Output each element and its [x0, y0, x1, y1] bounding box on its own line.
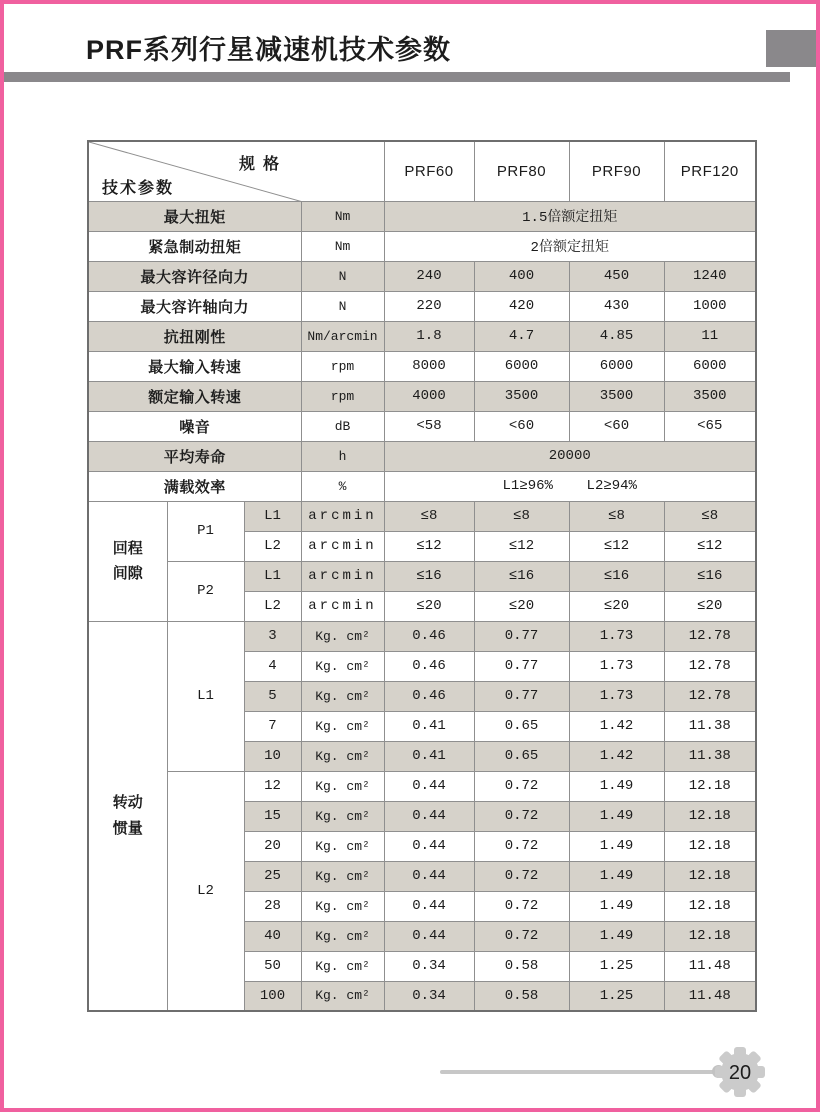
value-cell: ≤20 [384, 591, 474, 621]
value-cell: 0.46 [384, 681, 474, 711]
value-cell: 11.38 [664, 741, 756, 771]
unit-cell: N [301, 261, 384, 291]
value-cell: 0.77 [474, 681, 569, 711]
value-cell: 420 [474, 291, 569, 321]
header-corner-block [766, 30, 816, 67]
stage-level-cell: L1 [244, 561, 301, 591]
ratio-cell: 25 [244, 861, 301, 891]
value-cell: 450 [569, 261, 664, 291]
value-cell: 12.78 [664, 621, 756, 651]
value-cell: 1.42 [569, 711, 664, 741]
table-row [88, 231, 756, 261]
unit-cell: Kg. cm² [301, 651, 384, 681]
value-cell: 0.41 [384, 711, 474, 741]
value-cell: ≤8 [384, 501, 474, 531]
param-label: 满载效率 [88, 471, 301, 501]
unit-cell: dB [301, 411, 384, 441]
value-cell: 12.18 [664, 891, 756, 921]
value-cell: 12.78 [664, 651, 756, 681]
table-row [88, 561, 756, 591]
value-cell: 11.38 [664, 711, 756, 741]
unit-cell: arcmin [301, 591, 384, 621]
value-cell: 1000 [664, 291, 756, 321]
value-cell: 3500 [664, 381, 756, 411]
group-label-line: 间隙 [112, 565, 143, 582]
value-cell: 12.18 [664, 771, 756, 801]
backlash-group-label [88, 501, 167, 621]
precision-class-cell: P2 [167, 561, 244, 621]
value-cell: 240 [384, 261, 474, 291]
value-cell: 0.72 [474, 831, 569, 861]
value-cell: 1.73 [569, 681, 664, 711]
table-row [88, 381, 756, 411]
unit-cell: Kg. cm² [301, 951, 384, 981]
param-label: 最大输入转速 [88, 351, 301, 381]
param-label: 最大扭矩 [88, 201, 301, 231]
unit-cell: rpm [301, 351, 384, 381]
column-header-prf90: PRF90 [569, 141, 664, 201]
ratio-cell: 4 [244, 651, 301, 681]
value-cell: 1.8 [384, 321, 474, 351]
param-label: 最大容许径向力 [88, 261, 301, 291]
value-cell: 1.25 [569, 981, 664, 1011]
value-cell: 12.78 [664, 681, 756, 711]
value-cell: 12.18 [664, 861, 756, 891]
group-label-line: 惯量 [112, 819, 143, 837]
value-cell: ≤8 [664, 501, 756, 531]
value-cell: <58 [384, 411, 474, 441]
value-cell: 6000 [474, 351, 569, 381]
column-header-prf120: PRF120 [664, 141, 756, 201]
value-cell: 1.73 [569, 651, 664, 681]
value-cell: 0.65 [474, 741, 569, 771]
value-cell: 1240 [664, 261, 756, 291]
value-cell: L1≥96% L2≥94% [384, 471, 756, 501]
value-cell: ≤12 [384, 531, 474, 561]
value-cell: 0.58 [474, 951, 569, 981]
value-cell: 11.48 [664, 951, 756, 981]
value-cell: 0.72 [474, 921, 569, 951]
value-cell: 0.77 [474, 651, 569, 681]
unit-cell: h [301, 441, 384, 471]
value-cell: 1.49 [569, 831, 664, 861]
value-cell: 0.34 [384, 981, 474, 1011]
value-cell: 0.72 [474, 801, 569, 831]
table-header-row [88, 141, 756, 201]
value-cell: 0.44 [384, 891, 474, 921]
value-cell: 0.72 [474, 771, 569, 801]
unit-cell: Nm/arcmin [301, 321, 384, 351]
table-row [88, 471, 756, 501]
value-cell: 1.49 [569, 861, 664, 891]
unit-cell: Kg. cm² [301, 921, 384, 951]
value-cell: 1.49 [569, 801, 664, 831]
stage-level-cell: L1 [244, 501, 301, 531]
ratio-cell: 3 [244, 621, 301, 651]
value-cell: 1.42 [569, 741, 664, 771]
unit-cell: Kg. cm² [301, 831, 384, 861]
unit-cell: Kg. cm² [301, 861, 384, 891]
unit-cell: Kg. cm² [301, 741, 384, 771]
unit-cell: arcmin [301, 561, 384, 591]
value-cell: ≤16 [664, 561, 756, 591]
spec-table-body [88, 201, 756, 1011]
ratio-cell: 28 [244, 891, 301, 921]
value-cell: 8000 [384, 351, 474, 381]
unit-cell: % [301, 471, 384, 501]
value-cell: 12.18 [664, 831, 756, 861]
unit-cell: Kg. cm² [301, 981, 384, 1011]
value-cell: 0.34 [384, 951, 474, 981]
value-cell: ≤8 [569, 501, 664, 531]
value-cell: ≤20 [664, 591, 756, 621]
unit-cell: Kg. cm² [301, 891, 384, 921]
table-row [88, 411, 756, 441]
value-cell: 1.49 [569, 771, 664, 801]
corner-cell [88, 141, 384, 201]
param-label: 最大容许轴向力 [88, 291, 301, 321]
value-cell: ≤8 [474, 501, 569, 531]
unit-cell: arcmin [301, 531, 384, 561]
unit-cell: Kg. cm² [301, 801, 384, 831]
value-cell: <60 [474, 411, 569, 441]
param-label: 额定输入转速 [88, 381, 301, 411]
table-row [88, 621, 756, 651]
column-header-prf60: PRF60 [384, 141, 474, 201]
value-cell: 6000 [569, 351, 664, 381]
ratio-cell: 50 [244, 951, 301, 981]
stage-level-cell: L2 [244, 531, 301, 561]
value-cell: 1.73 [569, 621, 664, 651]
inertia-group-label [88, 621, 167, 1011]
table-row [88, 321, 756, 351]
value-cell: 0.46 [384, 651, 474, 681]
value-cell: 0.44 [384, 831, 474, 861]
column-header-prf80: PRF80 [474, 141, 569, 201]
ratio-cell: 10 [244, 741, 301, 771]
page-title: PRF系列行星减速机技术参数 [86, 35, 451, 65]
value-cell: 4000 [384, 381, 474, 411]
param-label: 平均寿命 [88, 441, 301, 471]
stage-level-cell: L1 [167, 621, 244, 771]
value-cell: 11 [664, 321, 756, 351]
value-cell: ≤16 [474, 561, 569, 591]
table-row [88, 441, 756, 471]
value-cell: 3500 [474, 381, 569, 411]
title-underline-bar [4, 72, 790, 82]
value-cell: 0.65 [474, 711, 569, 741]
unit-cell: rpm [301, 381, 384, 411]
value-cell: 1.49 [569, 891, 664, 921]
param-label: 抗扭刚性 [88, 321, 301, 351]
unit-cell: Nm [301, 231, 384, 261]
corner-spec-label: 规格 [239, 156, 288, 173]
value-cell: 6000 [664, 351, 756, 381]
unit-cell: Kg. cm² [301, 621, 384, 651]
precision-class-cell: P1 [167, 501, 244, 561]
unit-cell: Nm [301, 201, 384, 231]
unit-cell: Kg. cm² [301, 771, 384, 801]
ratio-cell: 7 [244, 711, 301, 741]
value-cell: <65 [664, 411, 756, 441]
unit-cell: N [301, 291, 384, 321]
param-label: 噪音 [88, 411, 301, 441]
value-cell: ≤16 [569, 561, 664, 591]
value-cell: 0.58 [474, 981, 569, 1011]
value-cell: 1.25 [569, 951, 664, 981]
ratio-cell: 100 [244, 981, 301, 1011]
ratio-cell: 20 [244, 831, 301, 861]
footer-rule-line [440, 1070, 722, 1074]
value-cell: ≤12 [569, 531, 664, 561]
value-cell: 0.41 [384, 741, 474, 771]
value-cell: ≤16 [384, 561, 474, 591]
value-cell: 3500 [569, 381, 664, 411]
value-cell: 220 [384, 291, 474, 321]
unit-cell: Kg. cm² [301, 711, 384, 741]
value-cell: 4.85 [569, 321, 664, 351]
value-cell: 20000 [384, 441, 756, 471]
value-cell: <60 [569, 411, 664, 441]
value-cell: 0.46 [384, 621, 474, 651]
value-cell: 400 [474, 261, 569, 291]
stage-level-cell: L2 [244, 591, 301, 621]
spec-table [87, 140, 757, 1012]
table-row [88, 261, 756, 291]
table-row [88, 771, 756, 801]
value-cell: ≤20 [474, 591, 569, 621]
group-label-line: 回程 [112, 539, 143, 557]
value-cell: 0.44 [384, 771, 474, 801]
value-cell: ≤12 [474, 531, 569, 561]
unit-cell: arcmin [301, 501, 384, 531]
value-cell: 0.77 [474, 621, 569, 651]
value-cell: ≤12 [664, 531, 756, 561]
page-number-badge [714, 1046, 766, 1098]
value-cell: 0.72 [474, 861, 569, 891]
value-cell: 0.72 [474, 891, 569, 921]
value-cell: 1.5倍额定扭矩 [384, 201, 756, 231]
value-cell: 1.49 [569, 921, 664, 951]
table-row [88, 501, 756, 531]
value-cell: 430 [569, 291, 664, 321]
value-cell: 0.44 [384, 921, 474, 951]
value-cell: 12.18 [664, 921, 756, 951]
stage-level-cell: L2 [167, 771, 244, 1011]
value-cell: 0.44 [384, 861, 474, 891]
page-number: 20 [728, 1062, 752, 1084]
ratio-cell: 40 [244, 921, 301, 951]
table-row [88, 351, 756, 381]
value-cell: 11.48 [664, 981, 756, 1011]
value-cell: 12.18 [664, 801, 756, 831]
value-cell: 4.7 [474, 321, 569, 351]
value-cell: 2倍额定扭矩 [384, 231, 756, 261]
group-label-line: 转动 [112, 794, 143, 812]
ratio-cell: 12 [244, 771, 301, 801]
gear-icon [714, 1046, 766, 1098]
table-row [88, 201, 756, 231]
ratio-cell: 15 [244, 801, 301, 831]
value-cell: 0.44 [384, 801, 474, 831]
unit-cell: Kg. cm² [301, 681, 384, 711]
ratio-cell: 5 [244, 681, 301, 711]
corner-params-label: 技术参数 [102, 180, 175, 197]
value-cell: ≤20 [569, 591, 664, 621]
table-row [88, 291, 756, 321]
param-label: 紧急制动扭矩 [88, 231, 301, 261]
